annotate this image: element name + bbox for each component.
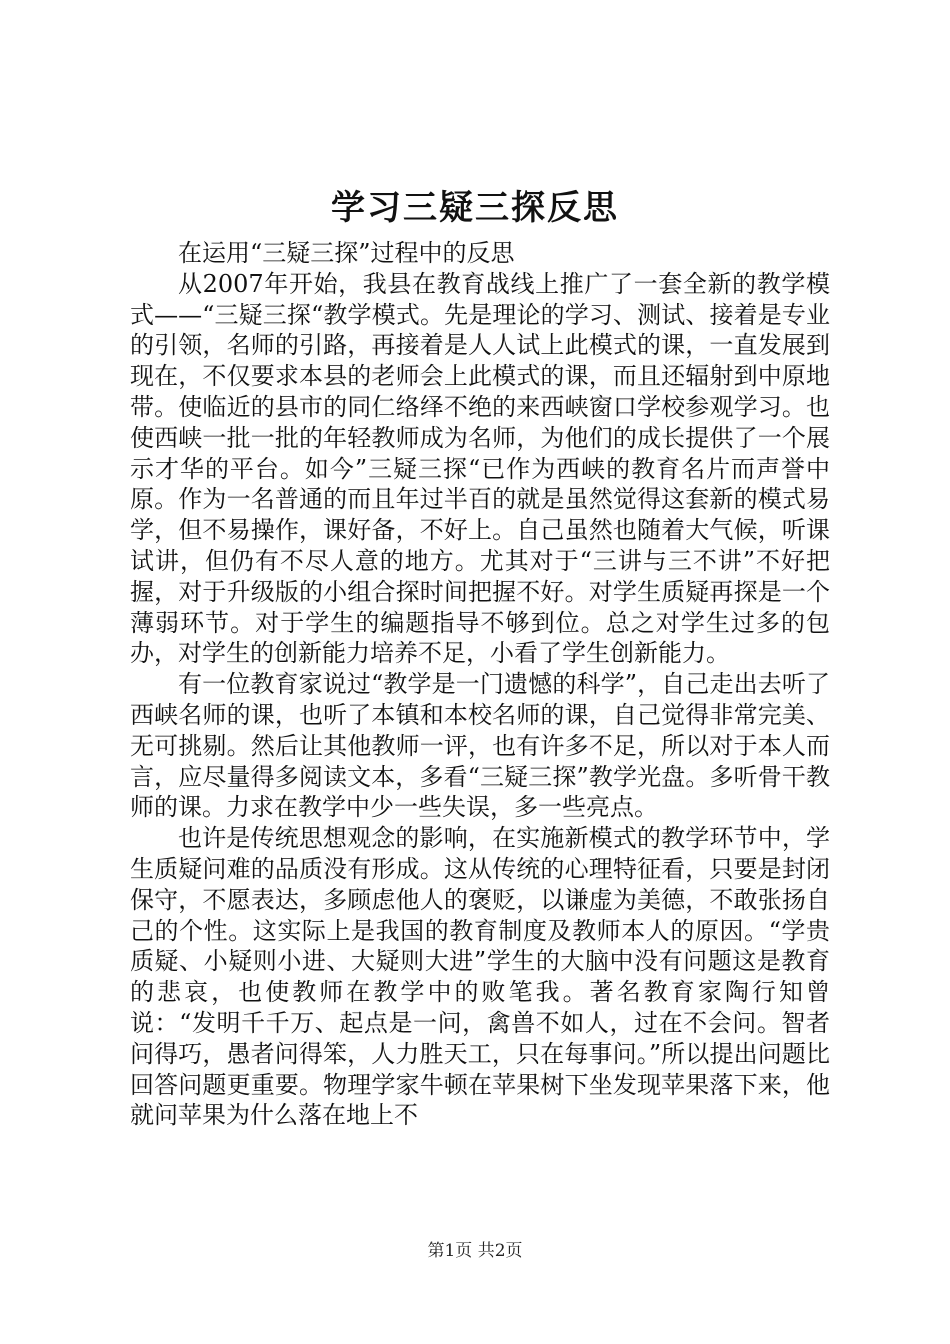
paragraph: 有一位教育家说过“教学是一门遗憾的科学”，自己走出去听了西峡名师的课，也听了本镇和本校名师的课，自己觉得非常完美、无可挑剔。然后让其他教师一评，也有许多不足，所以对于本人而言，应尽量得多阅读文本，多看“三疑三探”教学光盘。多听骨干教师的课。力求在教学中少一些失误，多一些亮点。 bbox=[130, 670, 830, 822]
page-number-footer: 第1页 共2页 bbox=[427, 1241, 523, 1261]
paragraph: 从2007年开始，我县在教育战线上推广了一套全新的教学模式——“三疑三探“教学模式。先是理论的学习、测试、接着是专业的引领，名师的引路，再接着是人人试上此模式的课，一直发展到现在，不仅要求本县的老师会上此模式的课，而且还辐射到中原地带。使临近的县市的同仁络绎不绝的来西峡窗口学校参观学习。也使西峡一批一批的年轻教师成为名师，为他们的成长提供了一个展示才华的平台。如今”三疑三探“已作为西峡的教育名片而声誉中原。作为一名普通的而且年过半百的就是虽然觉得这套新的模式易学，但不易操作，课好备，不好上。自己虽然也随着大气候，听课试讲，但仍有不尽人意的地方。尤其对于“三讲与三不讲”不好把握，对于升级版的小组合探时间把握不好。对学生质疑再探是一个薄弱环节。对于学生的编题指导不够到位。总之对学生过多的包办，对学生的创新能力培养不足，小看了学生创新能力。 bbox=[130, 269, 830, 668]
paragraph-subtitle: 在运用“三疑三探”过程中的反思 bbox=[178, 239, 515, 267]
document-body bbox=[130, 238, 830, 1131]
paragraph: 也许是传统思想观念的影响，在实施新模式的教学环节中，学生质疑问难的品质没有形成。这从传统的心理特征看，只要是封闭保守，不愿表达，多顾虑他人的褒贬，以谦虚为美德，不敢张扬自己的个性。这实际上是我国的教育制度及教师本人的原因。“学贵质疑、小疑则小进、大疑则大进”学生的大脑中没有问题这是教育的悲哀，也使教师在教学中的败笔我。著名教育家陶行知曾说：“发明千千万、起点是一问，禽兽不如人，过在不会问。智者问得巧，愚者问得笨，人力胜天工，只在每事问。”所以提出问题比回答问题更重要。物理学家牛顿在苹果树下坐发现苹果落下来，他就问苹果为什么落在地上不 bbox=[130, 824, 830, 1130]
document-title: 学习三疑三探反思 bbox=[331, 188, 619, 228]
